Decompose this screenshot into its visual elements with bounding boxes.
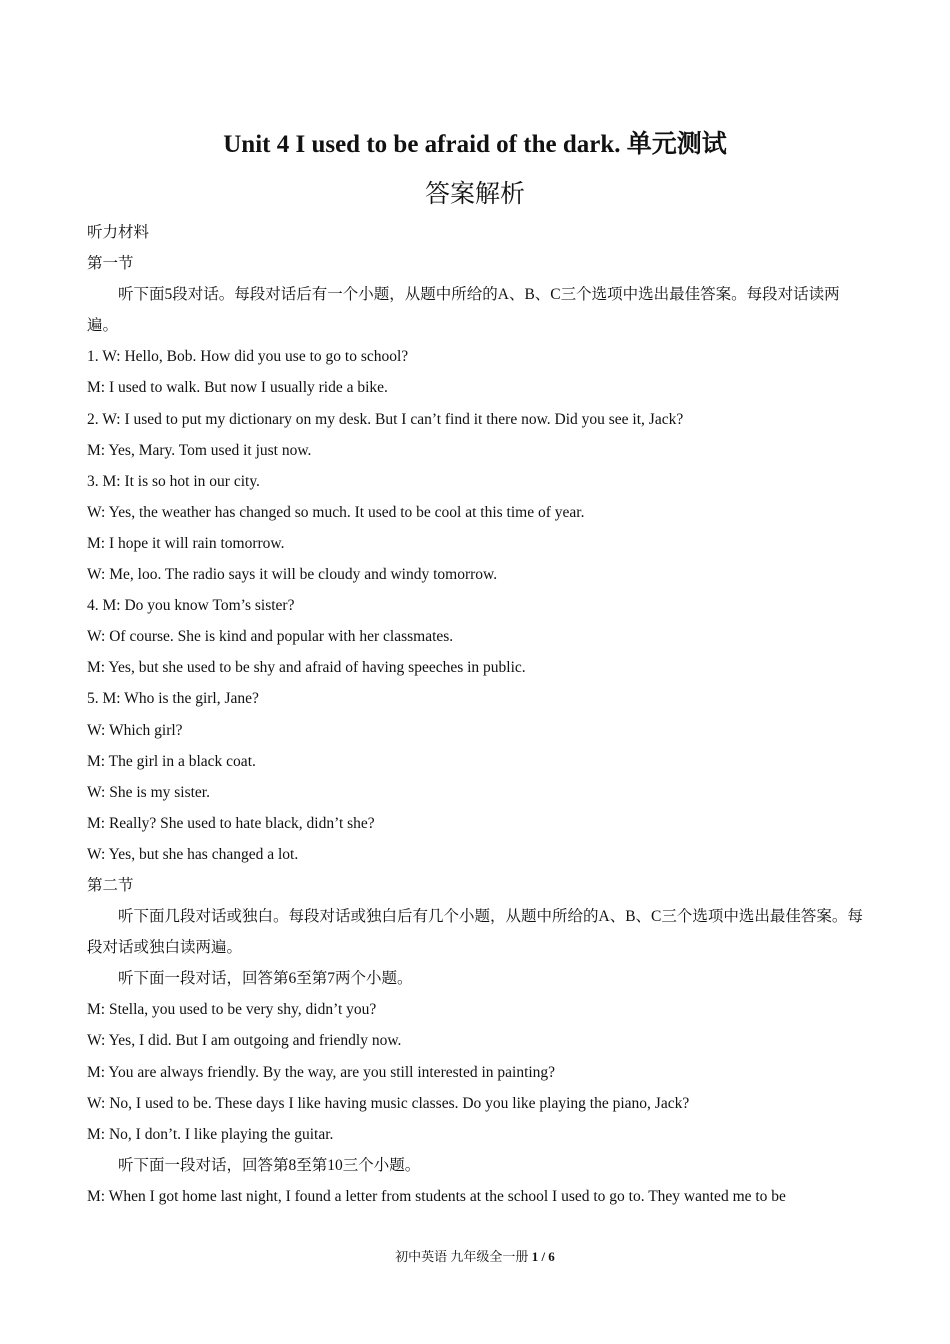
- section2-dialogue1: [87, 994, 865, 1149]
- dialogue-line: W: Me, loo. The radio says it will be cloudy and windy tomorrow.: [87, 566, 498, 584]
- footer-text: 初中英语 九年级全一册: [395, 1249, 529, 1264]
- dialogue-line: M: I used to walk. But now I usually ride a bike.: [87, 379, 388, 397]
- dialogue-line: M: Stella, you used to be very shy, didn’t you?: [87, 1001, 377, 1019]
- dialogue-line: M: Yes, Mary. Tom used it just now.: [87, 441, 312, 459]
- dialogue-line: W: No, I used to be. These days I like having music classes. Do you like playing the piano, Jack?: [87, 1094, 690, 1112]
- dialogue-line: 2. W: I used to put my dictionary on my desk. But I can’t find it there now. Did you see it, Jack?: [87, 410, 684, 428]
- section2-instructions: 听下面几段对话或独白。每段对话或独白后有几个小题，从题中所给的A、B、C三个选项中选出最佳答案。每段对话或独白读两遍。: [87, 908, 863, 957]
- section2-dialogue2: [87, 1181, 865, 1212]
- page-number: 1 / 6: [531, 1249, 555, 1264]
- dialogue-line: 5. M: Who is the girl, Jane?: [87, 690, 259, 708]
- page-footer: [0, 1246, 950, 1265]
- dialogue-line: 4. M: Do you know Tom’s sister?: [87, 597, 295, 615]
- dialogue-line: M: Yes, but she used to be shy and afraid of having speeches in public.: [87, 659, 526, 677]
- section-main-heading: 听力材料: [87, 224, 150, 241]
- dialogue-line: M: The girl in a black coat.: [87, 752, 256, 770]
- dialogue-line: 3. M: It is so hot in our city.: [87, 472, 260, 490]
- dialogue-line: M: No, I don’t. I like playing the guitar.: [87, 1125, 334, 1143]
- section1-dialogue: [87, 341, 865, 870]
- dialogue-line: M: When I got home last night, I found a letter from students at the school I used to go to. They wanted me to be: [87, 1187, 786, 1205]
- section2-sub1: 听下面一段对话，回答第6至第7两个小题。: [118, 970, 413, 988]
- section1-instructions: 听下面5段对话。每段对话后有一个小题，从题中所给的A、B、C三个选项中选出最佳答案。每段对话读两遍。: [87, 286, 840, 335]
- section2-heading: 第二节: [87, 876, 134, 894]
- dialogue-line: W: She is my sister.: [87, 783, 210, 801]
- dialogue-line: M: Really? She used to hate black, didn’t she?: [87, 814, 375, 832]
- dialogue-line: W: Yes, the weather has changed so much. It used to be cool at this time of year.: [87, 503, 585, 521]
- dialogue-line: W: Which girl?: [87, 721, 183, 739]
- dialogue-line: M: I hope it will rain tomorrow.: [87, 534, 285, 552]
- section1-heading: 第一节: [87, 255, 134, 273]
- dialogue-line: W: Of course. She is kind and popular with her classmates.: [87, 628, 454, 646]
- dialogue-line: M: You are always friendly. By the way, are you still interested in painting?: [87, 1063, 556, 1081]
- document-title: Unit 4 I used to be afraid of the dark. 单元测试: [223, 131, 727, 158]
- document-body: [87, 217, 865, 1212]
- document-subtitle: 答案解析: [424, 181, 525, 208]
- dialogue-line: W: Yes, I did. But I am outgoing and friendly now.: [87, 1032, 402, 1050]
- section2-sub2: 听下面一段对话，回答第8至第10三个小题。: [118, 1156, 421, 1174]
- dialogue-line: W: Yes, but she has changed a lot.: [87, 845, 299, 863]
- dialogue-line: 1. W: Hello, Bob. How did you use to go to school?: [87, 348, 409, 366]
